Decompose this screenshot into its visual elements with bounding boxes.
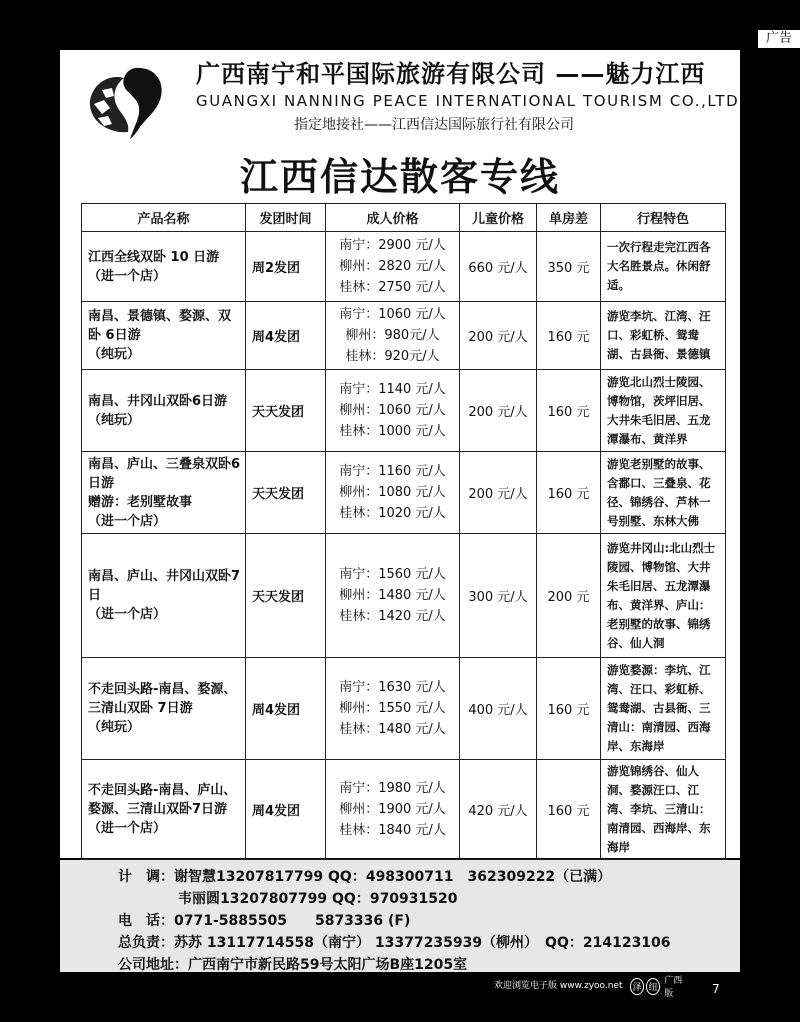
child-price: 400 元/人: [460, 658, 537, 760]
badge-circle-1: 泽: [630, 978, 644, 995]
header-single-supplement: 单房差: [537, 204, 601, 232]
tour-features: 游览北山烈士陵园、博物馆，茨坪旧居、大井朱毛旧居、五龙潭瀑布、黄洋界: [601, 370, 726, 452]
tour-features: 游览锦绣谷、仙人洞、婺源汪口、江湾、李坑、三清山：南清园、西海岸、东海岸: [601, 760, 726, 860]
tour-features: 一次行程走完江西各大名胜景点。休闲舒适。: [601, 232, 726, 302]
single-supplement: 200 元: [537, 534, 601, 658]
header-child-price: 儿童价格: [460, 204, 537, 232]
badge-circle-2: 纽: [646, 978, 660, 995]
page-number: 7: [712, 982, 720, 996]
depart-time: 天天发团: [246, 370, 326, 452]
table-row: [82, 760, 726, 860]
child-price: 200 元/人: [460, 302, 537, 370]
product-name: 不走回头路-南昌、婺源、三清山双卧 7日游 （纯玩）: [82, 658, 246, 760]
adult-price: 南宁：1160 元/人 柳州：1080 元/人 桂林：1020 元/人: [326, 452, 460, 534]
adult-price: 南宁：1980 元/人 柳州：1900 元/人 桂林：1840 元/人: [326, 760, 460, 860]
product-name: 江西全线双卧 10 日游 （进一个店）: [82, 232, 246, 302]
company-name-en: GUANGXI NANNING PEACE INTERNATIONAL TOURISM CO.,LTD: [196, 92, 740, 110]
product-name: 南昌、庐山、三叠泉双卧6 日游 赠游：老别墅故事 （进一个店）: [82, 452, 246, 534]
child-price: 660 元/人: [460, 232, 537, 302]
single-supplement: 160 元: [537, 302, 601, 370]
single-supplement: 160 元: [537, 452, 601, 534]
page-title: 江西信达散客专线: [239, 155, 560, 199]
table-row: [82, 452, 726, 534]
planner-contact-2: 韦丽圆13207807799 QQ：970931520: [178, 891, 458, 907]
single-supplement: 160 元: [537, 760, 601, 860]
depart-time: 周4发团: [246, 658, 326, 760]
depart-time: 周4发团: [246, 760, 326, 860]
adult-price: 南宁：2900 元/人 柳州：2820 元/人 桂林：2750 元/人: [326, 232, 460, 302]
adult-price: 南宁：1060 元/人 柳州：980元/人 桂林：920元/人: [326, 302, 460, 370]
company-logo-icon: [80, 60, 180, 140]
depart-time: 周4发团: [246, 302, 326, 370]
header-adult-price: 成人价格: [326, 204, 460, 232]
company-address: 公司地址：广西南宁市新民路59号太阳广场B座1205室: [118, 957, 468, 973]
manager-contact: 总负责：苏苏 13117714558（南宁） 13377235939（柳州） QQ：214123106: [118, 935, 671, 951]
table-header-row: [82, 204, 726, 232]
depart-time: 周2发团: [246, 232, 326, 302]
footer-site: 欢迎浏览电子版 www.zyoo.net: [494, 981, 623, 991]
company-name-cn: 广西南宁和平国际旅游有限公司 ——魅力江西: [196, 60, 706, 88]
table-row: [82, 534, 726, 658]
child-price: 420 元/人: [460, 760, 537, 860]
single-supplement: 350 元: [537, 232, 601, 302]
designated-agent: 指定地接社——江西信达国际旅行社有限公司: [294, 117, 574, 133]
child-price: 300 元/人: [460, 534, 537, 658]
single-supplement: 160 元: [537, 370, 601, 452]
phone-contact: 电 话：0771-5885505 5873336 (F): [118, 913, 411, 929]
edition-badge: [630, 976, 686, 999]
planner-contact: 计 调：谢智慧13207817799 QQ：498300711 362309222（已满）: [118, 869, 612, 885]
child-price: 200 元/人: [460, 370, 537, 452]
product-name: 南昌、庐山、井冈山双卧7 日 （进一个店）: [82, 534, 246, 658]
single-supplement: 160 元: [537, 658, 601, 760]
adult-price: 南宁：1560 元/人 柳州：1480 元/人 桂林：1420 元/人: [326, 534, 460, 658]
adult-price: 南宁：1630 元/人 柳州：1550 元/人 桂林：1480 元/人: [326, 658, 460, 760]
edition-label: 广西版: [664, 976, 683, 999]
tour-table: [81, 203, 726, 860]
contact-panel: [60, 860, 740, 972]
depart-time: 天天发团: [246, 452, 326, 534]
table-row: [82, 302, 726, 370]
product-name: 不走回头路-南昌、庐山、婺源、三清山双卧7日游 （进一个店）: [82, 760, 246, 860]
adult-price: 南宁：1140 元/人 柳州：1060 元/人 桂林：1000 元/人: [326, 370, 460, 452]
product-name: 南昌、井冈山双卧6日游 （纯玩）: [82, 370, 246, 452]
header-features: 行程特色: [601, 204, 726, 232]
ad-tag: 广告: [758, 30, 800, 48]
table-row: [82, 658, 726, 760]
tour-features: 游览李坑、江湾、汪口、彩虹桥、鸳鸯湖、古县衙、景德镇: [601, 302, 726, 370]
tour-features: 游览婺源：李坑、江湾、汪口、彩虹桥、鸳鸯湖、古县衙、三清山：南清园、西海岸、东海岸: [601, 658, 726, 760]
tour-features: 游览老别墅的故事、含鄱口、三叠泉、花径、锦绣谷、芦林一号别墅、东林大佛: [601, 452, 726, 534]
table-row: [82, 232, 726, 302]
advertisement-page: [60, 50, 740, 858]
product-name: 南昌、景德镇、婺源、双卧 6日游 （纯玩）: [82, 302, 246, 370]
depart-time: 天天发团: [246, 534, 326, 658]
child-price: 200 元/人: [460, 452, 537, 534]
tour-features: 游览井冈山:北山烈士陵园、博物馆、大井朱毛旧居、五龙潭瀑布、黄洋界、庐山：老别墅的故事、锦绣谷、仙人洞: [601, 534, 726, 658]
header-product: 产品名称: [82, 204, 246, 232]
header-depart: 发团时间: [246, 204, 326, 232]
table-row: [82, 370, 726, 452]
